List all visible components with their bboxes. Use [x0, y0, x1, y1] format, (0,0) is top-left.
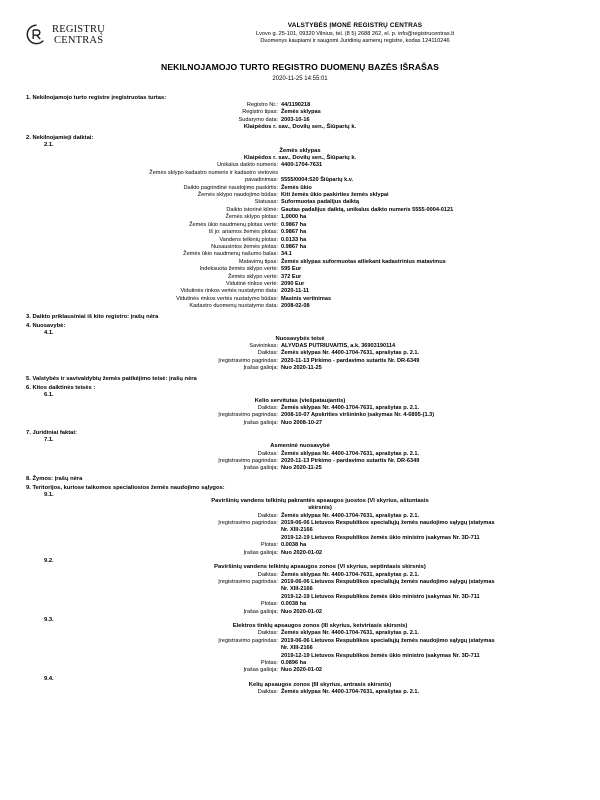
- field-value: Žemės ūkio: [281, 184, 312, 191]
- field-row: [26, 266, 574, 273]
- field-row: [26, 214, 574, 221]
- field-label: [26, 586, 281, 593]
- organization-info: [146, 22, 574, 46]
- field-label: Įregistravimo pagrindas:: [218, 412, 278, 419]
- field-value: Žemės sklypas: [281, 109, 321, 116]
- field-row: [26, 601, 574, 608]
- field-row: [26, 638, 574, 645]
- field-value: Žemės sklypas Nr. 4400-1704-7631, aprašytas p. 2.1.: [281, 450, 420, 457]
- field-value: 2019-12-19 Lietuvos Respublikos žemės ūkio ministro įsakymas Nr. 3D-711: [281, 593, 480, 600]
- field-label: pavadinimas:: [245, 177, 278, 184]
- field-value: 0.0896 ha: [281, 659, 307, 666]
- section-9-item-number: 9.3.: [44, 616, 54, 623]
- field-label: Vidutinės rinkos vertės nustatymo data:: [180, 288, 278, 295]
- field-row: [26, 109, 574, 116]
- field-value: 0.0038 ha: [281, 542, 307, 549]
- field-label: [26, 527, 281, 534]
- section-7-heading: 7. Juridiniai faktai:: [26, 430, 77, 437]
- field-label: Indeksuota žemės sklypo vertė:: [199, 266, 278, 273]
- field-label: Plotas:: [260, 542, 278, 549]
- field-value: Žemės sklypas Nr. 4400-1704-7631, aprašytas p. 2.1.: [281, 405, 420, 411]
- field-value: Nuo 2008-10-27: [281, 419, 323, 426]
- field-label: [26, 653, 281, 660]
- field-row: [26, 259, 574, 266]
- field-label: Nusausintos žemės plotas:: [211, 243, 278, 250]
- field-value: 2020-11-11: [281, 288, 309, 295]
- field-label: Įregistravimo pagrindas:: [218, 357, 278, 364]
- field-label: Daiktas:: [257, 350, 278, 357]
- logo-mark-icon: [26, 24, 47, 45]
- field-value: Žemės sklypas Nr. 4400-1704-7631, aprašytas p. 2.1.: [281, 512, 420, 519]
- section-7-item-title: Asmeninė nuosavybė: [270, 443, 330, 450]
- field-value: 2019-06-06 Lietuvos Respublikos specialiųjų žemės naudojimo sąlygų įstatymas: [281, 637, 495, 644]
- field-value: 2020-11-13 Pirkimo - pardavimo sutartis Nr. DR-6349: [281, 357, 420, 364]
- organization-note: Duomenys kaupiami ir saugomi Juridinių asmenų registre, kodas 124110246: [260, 38, 450, 45]
- field-label: Iš jo: ariamos žemės plotas:: [208, 229, 278, 236]
- field-value: 34.1: [281, 251, 292, 258]
- field-row: [26, 288, 574, 295]
- field-row: [26, 513, 574, 520]
- field-label: Įrašas galioja:: [243, 608, 278, 615]
- field-row: [26, 237, 574, 244]
- field-value: Suformuotas padalijus daiktą: [281, 199, 360, 206]
- field-label: Registro tipas:: [242, 109, 278, 116]
- section-2-item-number: 2.1.: [44, 141, 54, 148]
- field-row: [26, 281, 574, 288]
- section-9-item-title: Paviršinių vandens telkinių pakrantės apsaugos juostos (VI skyrius, aštuntasis: [211, 497, 429, 504]
- field-value: Nr. XIII-2166: [281, 645, 313, 652]
- section-9-item: [26, 558, 574, 616]
- field-label: [26, 594, 281, 601]
- field-row: [26, 274, 574, 281]
- section-9-item-title: Kelių apsaugos zonos (III skyrius, antrasis skirsnis): [248, 681, 392, 688]
- field-label: Savininkas:: [249, 342, 278, 349]
- field-value: 372 Eur: [281, 273, 302, 280]
- section-7-item-number: 7.1.: [44, 437, 54, 444]
- section-4-item-number: 4.1.: [44, 329, 54, 336]
- section-4-item-title: Nuosavybės teisė: [275, 335, 325, 342]
- field-row: [26, 660, 574, 667]
- field-row: [26, 458, 574, 465]
- field-label: Įregistravimo pagrindas:: [218, 637, 278, 644]
- section-5: [26, 376, 574, 382]
- field-value: Nuo 2020-11-25: [281, 465, 322, 472]
- field-label: Žemės sklypo naudojimo būdas:: [197, 192, 278, 199]
- field-row: [26, 630, 574, 637]
- field-row: [26, 572, 574, 579]
- field-row: [26, 207, 574, 214]
- field-value: Žemės sklypas suformuotas atliekant kadastrinius matavimus: [281, 258, 446, 265]
- field-row: [26, 251, 574, 258]
- field-label: Registro Nr.:: [246, 102, 278, 108]
- section-8: [26, 476, 574, 482]
- field-value: 0.0133 ha: [281, 236, 307, 243]
- section-6: [26, 385, 574, 428]
- field-row: [26, 667, 574, 674]
- field-label: Įregistravimo pagrindas:: [218, 578, 278, 585]
- field-label: Žemės sklypo kadastro numeris ir kadastro vietovės: [149, 169, 278, 176]
- field-value: 2019-12-19 Lietuvos Respublikos žemės ūkio ministro įsakymas Nr. 3D-711: [281, 534, 480, 541]
- page-title: NEKILNOJAMOJO TURTO REGISTRO DUOMENŲ BAZĖS IŠRAŠAS: [161, 62, 439, 72]
- field-row: [26, 358, 574, 365]
- field-label: Daiktas:: [257, 450, 278, 457]
- field-value: Nuo 2020-01-02: [281, 608, 323, 615]
- field-row: [26, 653, 574, 660]
- field-value: 2003-10-16: [281, 116, 310, 123]
- field-row: [26, 645, 574, 652]
- field-label: Įrašas galioja:: [243, 667, 278, 674]
- field-label: [26, 535, 281, 542]
- field-value: Nr. XIII-2166: [281, 586, 313, 593]
- field-value: 0.9867 ha: [281, 221, 307, 228]
- section-9-item: [26, 676, 574, 697]
- section-1: [26, 95, 574, 132]
- section-9-item-title-cont: skirsnis): [308, 505, 332, 512]
- field-value: 4400-1704-7631: [281, 162, 323, 169]
- field-row: [26, 405, 574, 412]
- field-row: [26, 689, 574, 696]
- field-value: Kiti žemės ūkio paskirties žemės sklypai: [281, 192, 389, 199]
- field-label: Žemės ūkio naudmenų plotas vertė:: [189, 221, 278, 228]
- field-label: Daikto pagrindinė naudojimo paskirtis:: [183, 184, 278, 191]
- field-value: 2019-06-06 Lietuvos Respublikos specialiųjų žemės naudojimo sąlygų įstatymas: [281, 578, 495, 585]
- field-value: Nr. XIII-2166: [281, 527, 313, 534]
- field-label: Daiktas:: [257, 630, 278, 637]
- field-value: 0.0038 ha: [281, 601, 307, 608]
- field-value: Nuo 2020-01-02: [281, 667, 323, 674]
- field-row: [26, 229, 574, 236]
- field-value: ALYVDAS PUTRIUVAITIS, a.k. 36903190114: [281, 342, 396, 349]
- field-value: 2008-10-07 Apskrities viršininko įsakymas Nr. 4-6895-(1.3): [281, 412, 435, 419]
- section-9-item: [26, 492, 574, 557]
- field-label: Kadastro duomenų nustatymo data:: [189, 303, 278, 310]
- field-row: [26, 244, 574, 251]
- field-row: [26, 520, 574, 527]
- section-2: [26, 135, 574, 311]
- section-6-item-number: 6.1.: [44, 391, 54, 398]
- organization-address: Lvovo g. 25-101, 09320 Vilnius, tel. (8 5) 2688 262, el. p. info@registrucentras.lt: [255, 30, 455, 37]
- field-label: Daiktas:: [257, 571, 278, 578]
- field-label: Žemės ūkio naudmenų našumo balas:: [183, 251, 278, 258]
- field-value: 2008-02-08: [281, 303, 310, 310]
- field-value: Gautas padalijus daiktą, unikalus daikto numeris 5555-0004-0121: [281, 206, 454, 213]
- field-row: [26, 296, 574, 303]
- field-label: Įrašas galioja:: [243, 365, 278, 372]
- section-7: [26, 430, 574, 473]
- field-value: 1,0000 ha: [281, 214, 307, 221]
- field-label: Įregistravimo pagrindas:: [218, 458, 278, 465]
- field-label: Statusas:: [254, 199, 278, 206]
- field-row: [26, 594, 574, 601]
- logo-line-2: CENTRAS: [54, 35, 104, 46]
- field-row: [26, 579, 574, 586]
- field-label: Daikto istorinė kilmė:: [226, 206, 278, 213]
- field-value: 0.9867 ha: [281, 229, 307, 236]
- section-4-heading: 4. Nuosavybė:: [26, 322, 66, 329]
- field-label: Daiktas:: [257, 689, 278, 696]
- field-value: Žemės sklypas Nr. 4400-1704-7631, aprašytas p. 2.1.: [281, 571, 420, 578]
- section-2-item-address: Klaipėdos r. sav., Dovilų sen., Šiūparių k.: [243, 155, 357, 162]
- field-row: [26, 222, 574, 229]
- section-3: [26, 314, 574, 320]
- field-value: Nuo 2020-01-02: [281, 549, 323, 556]
- field-value: 5555/0004:520 Šiūparių k.v.: [281, 177, 354, 184]
- document-header: [0, 0, 600, 46]
- field-row: [26, 192, 574, 199]
- field-row: [26, 542, 574, 549]
- field-row: [26, 586, 574, 593]
- field-row: [26, 550, 574, 557]
- field-row: [26, 412, 574, 419]
- section-9-item-number: 9.2.: [44, 558, 54, 565]
- section-1-heading: 1. Nekilnojamojo turto registre įregistruotas turtas:: [26, 95, 167, 101]
- field-value: 2019-06-06 Lietuvos Respublikos specialiųjų žemės naudojimo sąlygų įstatymas: [281, 520, 495, 527]
- field-value: 44/1190218: [281, 102, 311, 108]
- section-5-heading: 5. Valstybės ir savivaldybių žemės patikėjimo teisė: įrašų nėra: [26, 375, 197, 382]
- registru-centras-logo: [26, 22, 146, 46]
- document-timestamp: 2020-11-25 14:55:01: [272, 76, 328, 82]
- field-value: 2090 Eur: [281, 280, 305, 287]
- field-label: [26, 645, 281, 652]
- field-row: [26, 303, 574, 310]
- field-row: [26, 199, 574, 206]
- section-9-heading: 9. Teritorijos, kuriose taikomos specialiosios žemės naudojimo sąlygos:: [26, 484, 225, 491]
- field-label: Unikalus daikto numeris:: [217, 162, 278, 169]
- field-label: Sudarymo data:: [238, 116, 278, 123]
- field-label: Daiktas:: [257, 405, 278, 411]
- field-label: Įrašas galioja:: [243, 465, 278, 472]
- section-8-heading: 8. Žymos: įrašų nėra: [26, 475, 83, 482]
- field-label: Daiktas:: [257, 512, 278, 519]
- field-label: Žemės sklypo vertė:: [227, 273, 278, 280]
- organization-name: VALSTYBĖS ĮMONĖ REGISTRŲ CENTRAS: [287, 22, 423, 29]
- field-row: [26, 162, 574, 169]
- field-value: Masinis vertinimas: [281, 295, 332, 302]
- section-9-item-number: 9.1.: [44, 491, 54, 498]
- section-9-item: [26, 617, 574, 675]
- field-label: Vidutinės rinkos vertės nustatymo būdas:: [176, 295, 278, 302]
- section-6-heading: 6. Kitos daiktinės teisės :: [26, 384, 96, 391]
- section-2-heading: 2. Nekilnojamieji daiktai:: [26, 134, 94, 141]
- section-3-heading: 3. Daikto priklausiniai iš kito registro: įrašų nėra: [26, 313, 159, 320]
- field-value: Žemės sklypas Nr. 4400-1704-7631, aprašytas p. 2.1.: [281, 350, 420, 357]
- section-9-item-number: 9.4.: [44, 675, 54, 682]
- field-value: Nuo 2020-11-25: [281, 365, 322, 372]
- field-row: [26, 535, 574, 542]
- field-row: [26, 420, 574, 427]
- document-body: [0, 82, 600, 697]
- field-row: [26, 177, 574, 184]
- field-label: Įrašas galioja:: [243, 419, 278, 426]
- section-2-item-title: Žemės sklypas: [279, 147, 321, 154]
- field-row: [26, 527, 574, 534]
- field-label: Matavimų tipas:: [238, 258, 278, 265]
- field-value: Žemės sklypas Nr. 4400-1704-7631, aprašytas p. 2.1.: [281, 630, 420, 637]
- field-value: 595 Eur: [281, 266, 302, 273]
- field-row: [26, 451, 574, 458]
- field-row: [26, 185, 574, 192]
- logo-line-1: REGISTRŲ: [52, 24, 105, 35]
- section-4: [26, 323, 574, 373]
- field-label: Įrašas galioja:: [243, 549, 278, 556]
- section-9: [26, 485, 574, 697]
- field-label: Žemės sklypo plotas:: [225, 214, 278, 221]
- field-label: Plotas:: [260, 601, 278, 608]
- field-row: [26, 365, 574, 372]
- logo-wordmark: [52, 24, 105, 46]
- field-row: [26, 350, 574, 357]
- field-value: 2019-12-19 Lietuvos Respublikos žemės ūkio ministro įsakymas Nr. 3D-711: [281, 652, 480, 659]
- section-9-item-title: Paviršinių vandens telkinių apsaugos zonos (VI skyrius, septintasis skirsnis): [214, 564, 426, 571]
- field-label: Plotas:: [260, 659, 278, 666]
- field-row: [26, 465, 574, 472]
- field-label: Vandens telkinių plotas:: [219, 236, 278, 243]
- field-value: 0.9867 ha: [281, 243, 307, 250]
- property-address: Klaipėdos r. sav., Dovilų sen., Šiūparių k.: [243, 124, 357, 131]
- field-label: Įregistravimo pagrindas:: [218, 520, 278, 527]
- section-6-item-title: Kelio servitutas (viešpataujantis): [254, 397, 346, 404]
- field-row: [26, 609, 574, 616]
- section-9-item-title: Elektros tinklų apsaugos zonos (III skyrius, ketvirtasis skirsnis): [232, 622, 408, 629]
- field-label: Vidutinė rinkos vertė:: [225, 280, 278, 287]
- field-value: Žemės sklypas Nr. 4400-1704-7631, aprašytas p. 2.1.: [281, 689, 420, 696]
- field-value: 2020-11-13 Pirkimo - pardavimo sutartis Nr. DR-6349: [281, 458, 420, 465]
